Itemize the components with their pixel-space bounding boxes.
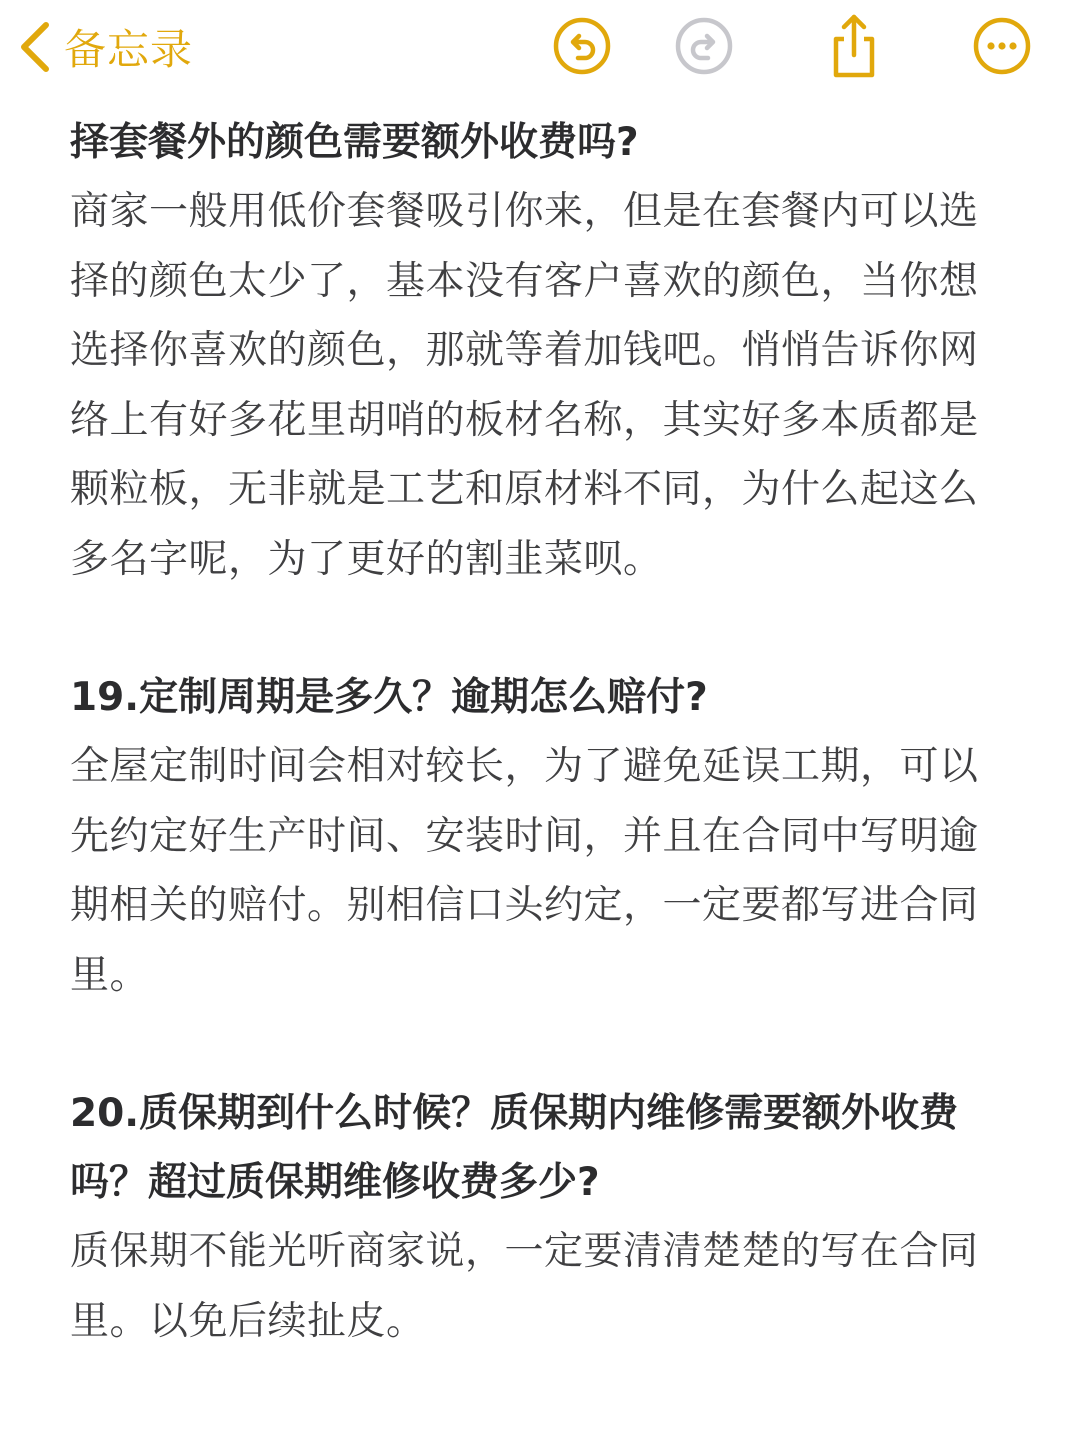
more-icon xyxy=(972,16,1032,76)
back-label: 备忘录 xyxy=(64,25,194,74)
section-heading: 19.定制周期是多久？逾期怎么赔付? xyxy=(70,675,708,720)
share-icon xyxy=(824,13,884,79)
note-body[interactable] xyxy=(70,108,1010,1356)
more-button[interactable] xyxy=(970,14,1034,78)
section-heading: 择套餐外的颜色需要额外收费吗? xyxy=(70,120,639,165)
note-section xyxy=(70,663,1010,1010)
nav-bar xyxy=(0,0,1080,100)
blank-line xyxy=(70,594,1010,663)
section-body: 质保期不能光听商家说，一定要清清楚楚的写在合同里。以免后续扯皮。 xyxy=(70,1229,979,1344)
note-section xyxy=(70,108,1010,594)
redo-button[interactable] xyxy=(672,14,736,78)
chevron-left-icon xyxy=(18,21,52,73)
section-body: 全屋定制时间会相对较长，为了避免延误工期，可以先约定好生产时间、安装时间，并且在合同中写明逾期相关的赔付。别相信口头约定，一定要都写进合同里。 xyxy=(70,744,979,998)
undo-icon xyxy=(552,16,612,76)
share-button[interactable] xyxy=(822,14,886,78)
undo-button[interactable] xyxy=(550,14,614,78)
back-button[interactable] xyxy=(18,14,193,80)
note-section xyxy=(70,1079,1010,1356)
blank-line xyxy=(70,1010,1010,1079)
section-body: 商家一般用低价套餐吸引你来，但是在套餐内可以选择的颜色太少了，基本没有客户喜欢的颜色，当你想选择你喜欢的颜色，那就等着加钱吧。悄悄告诉你网络上有好多花里胡哨的板材名称，其实好多本质都是颗粒板，无非就是工艺和原材料不同，为什么起这么多名字呢，为了更好的割韭菜呗。 xyxy=(70,189,979,582)
section-heading: 20.质保期到什么时候？质保期内维修需要额外收费吗？超过质保期维修收费多少? xyxy=(70,1091,959,1205)
redo-icon xyxy=(674,16,734,76)
